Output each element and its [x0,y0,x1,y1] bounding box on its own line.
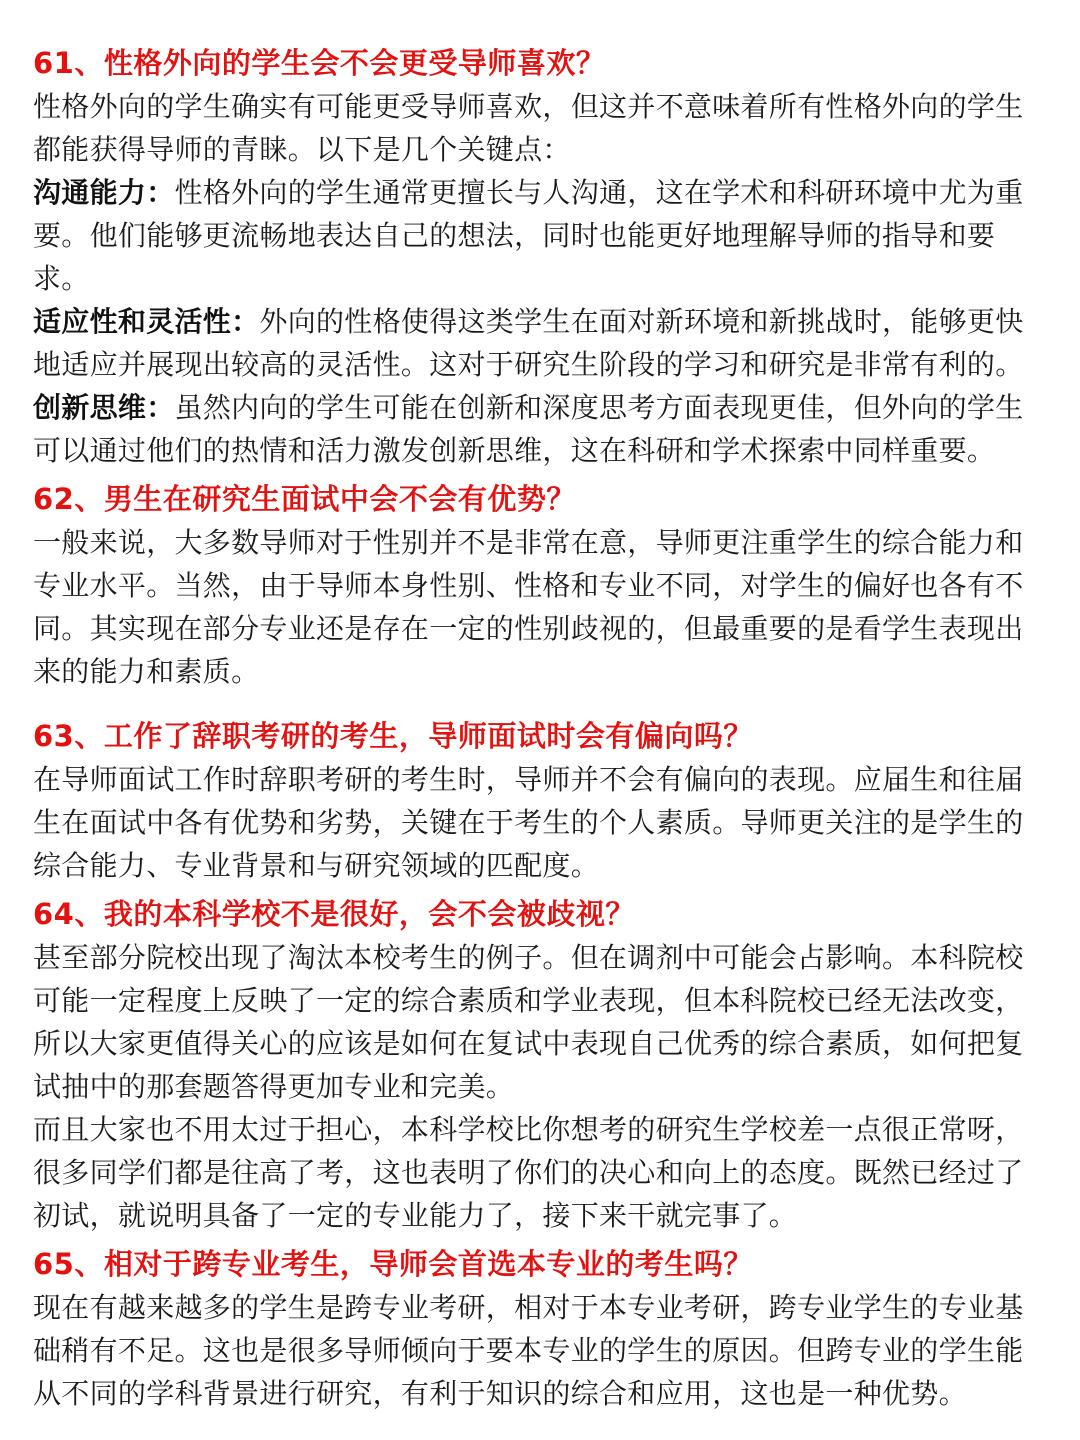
qa-section-64 [33,893,1046,1237]
qa-section-62 [33,478,1046,693]
key-point-text: 虽然内向的学生可能在创新和深度思考方面表现更佳，但外向的学生可以通过他们的热情和活力激发创新思维，这在科研和学术探索中同样重要。 [33,391,1024,467]
answer-intro: 性格外向的学生确实有可能更受导师喜欢，但这并不意味着所有性格外向的学生都能获得导师的青睐。以下是几个关键点： [33,90,1024,166]
qa-section-65 [33,1243,1046,1415]
key-point-term: 创新思维： [33,391,175,424]
qa-section-61 [33,42,1046,472]
answer-body: 在导师面试工作时辞职考研的考生时，导师并不会有偏向的表现。应届生和往届生在面试中各有优势和劣势，关键在于考生的个人素质。导师更关注的是学生的综合能力、专业背景和与研究领域的匹配度。 [33,763,1024,882]
question-title: 62、男生在研究生面试中会不会有优势？ [33,482,576,516]
key-point [33,171,1046,300]
answer-body-continued: 而且大家也不用太过于担心，本科学校比你想考的研究生学校差一点很正常呀，很多同学们都是往高了考，这也表明了你们的决心和向上的态度。既然已经过了初试，就说明具备了一定的专业能力了，接下来干就完事了。 [33,1113,1024,1232]
question-title: 63、工作了辞职考研的考生，导师面试时会有偏向吗？ [33,719,753,753]
answer-body: 甚至部分院校出现了淘汰本校考生的例子。但在调剂中可能会占影响。本科院校可能一定程度上反映了一定的综合素质和学业表现，但本科院校已经无法改变，所以大家更值得关心的应该是如何在复试中表现自己优秀的综合素质，如何把复试抽中的那套题答得更加专业和完美。 [33,941,1024,1103]
key-point [33,300,1046,386]
question-title: 61、性格外向的学生会不会更受导师喜欢？ [33,46,606,80]
key-point [33,386,1046,472]
question-title: 65、相对于跨专业考生，导师会首选本专业的考生吗？ [33,1247,753,1281]
answer-body: 一般来说，大多数导师对于性别并不是非常在意，导师更注重学生的综合能力和专业水平。当然，由于导师本身性别、性格和专业不同，对学生的偏好也各有不同。其实现在部分专业还是存在一定的性别歧视的，但最重要的是看学生表现出来的能力和素质。 [33,526,1024,688]
key-point-text: 性格外向的学生通常更擅长与人沟通，这在学术和科研环境中尤为重要。他们能够更流畅地表达自己的想法，同时也能更好地理解导师的指导和要求。 [33,176,1024,295]
qa-section-63 [33,715,1046,887]
key-point-text: 外向的性格使得这类学生在面对新环境和新挑战时，能够更快地适应并展现出较高的灵活性。这对于研究生阶段的学习和研究是非常有利的。 [33,305,1024,381]
key-point-term: 沟通能力： [33,176,175,209]
key-point-term: 适应性和灵活性： [33,305,260,338]
answer-body: 现在有越来越多的学生是跨专业考研，相对于本专业考研，跨专业学生的专业基础稍有不足。这也是很多导师倾向于要本专业的学生的原因。但跨专业的学生能从不同的学科背景进行研究，有利于知识的综合和应用，这也是一种优势。 [33,1291,1024,1410]
question-title: 64、我的本科学校不是很好，会不会被歧视？ [33,897,635,931]
